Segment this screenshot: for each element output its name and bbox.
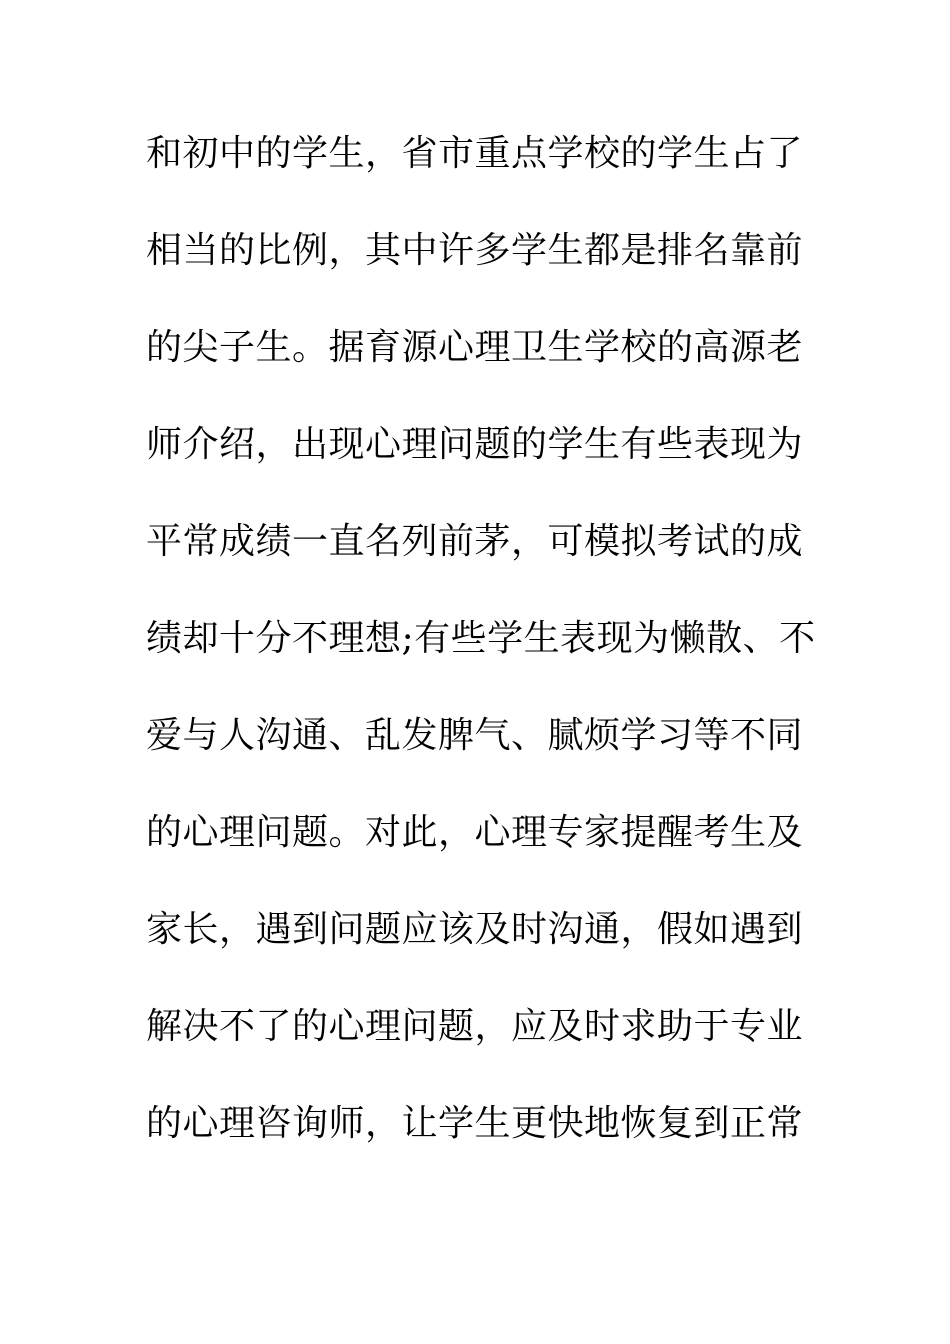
text-line: 绩却十分不理想;有些学生表现为懒散、不	[146, 618, 816, 659]
text-line: 和初中的学生，省市重点学校的学生占了	[146, 133, 804, 174]
text-line: 的心理咨询师，让学生更快地恢复到正常	[146, 1103, 804, 1144]
text-line: 的心理问题。对此，心理专家提醒考生及	[146, 812, 804, 853]
text-line: 家长，遇到问题应该及时沟通，假如遇到	[146, 909, 804, 950]
text-line: 爱与人沟通、乱发脾气、腻烦学习等不同	[146, 715, 804, 756]
text-line: 相当的比例，其中许多学生都是排名靠前	[146, 230, 804, 271]
body-paragraph	[146, 122, 816, 1189]
text-line: 的尖子生。据育源心理卫生学校的高源老	[146, 327, 804, 368]
text-line: 师介绍，出现心理问题的学生有些表现为	[146, 424, 804, 465]
text-line: 解决不了的心理问题，应及时求助于专业	[146, 1006, 804, 1047]
text-line: 平常成绩一直名列前茅，可模拟考试的成	[146, 521, 804, 562]
